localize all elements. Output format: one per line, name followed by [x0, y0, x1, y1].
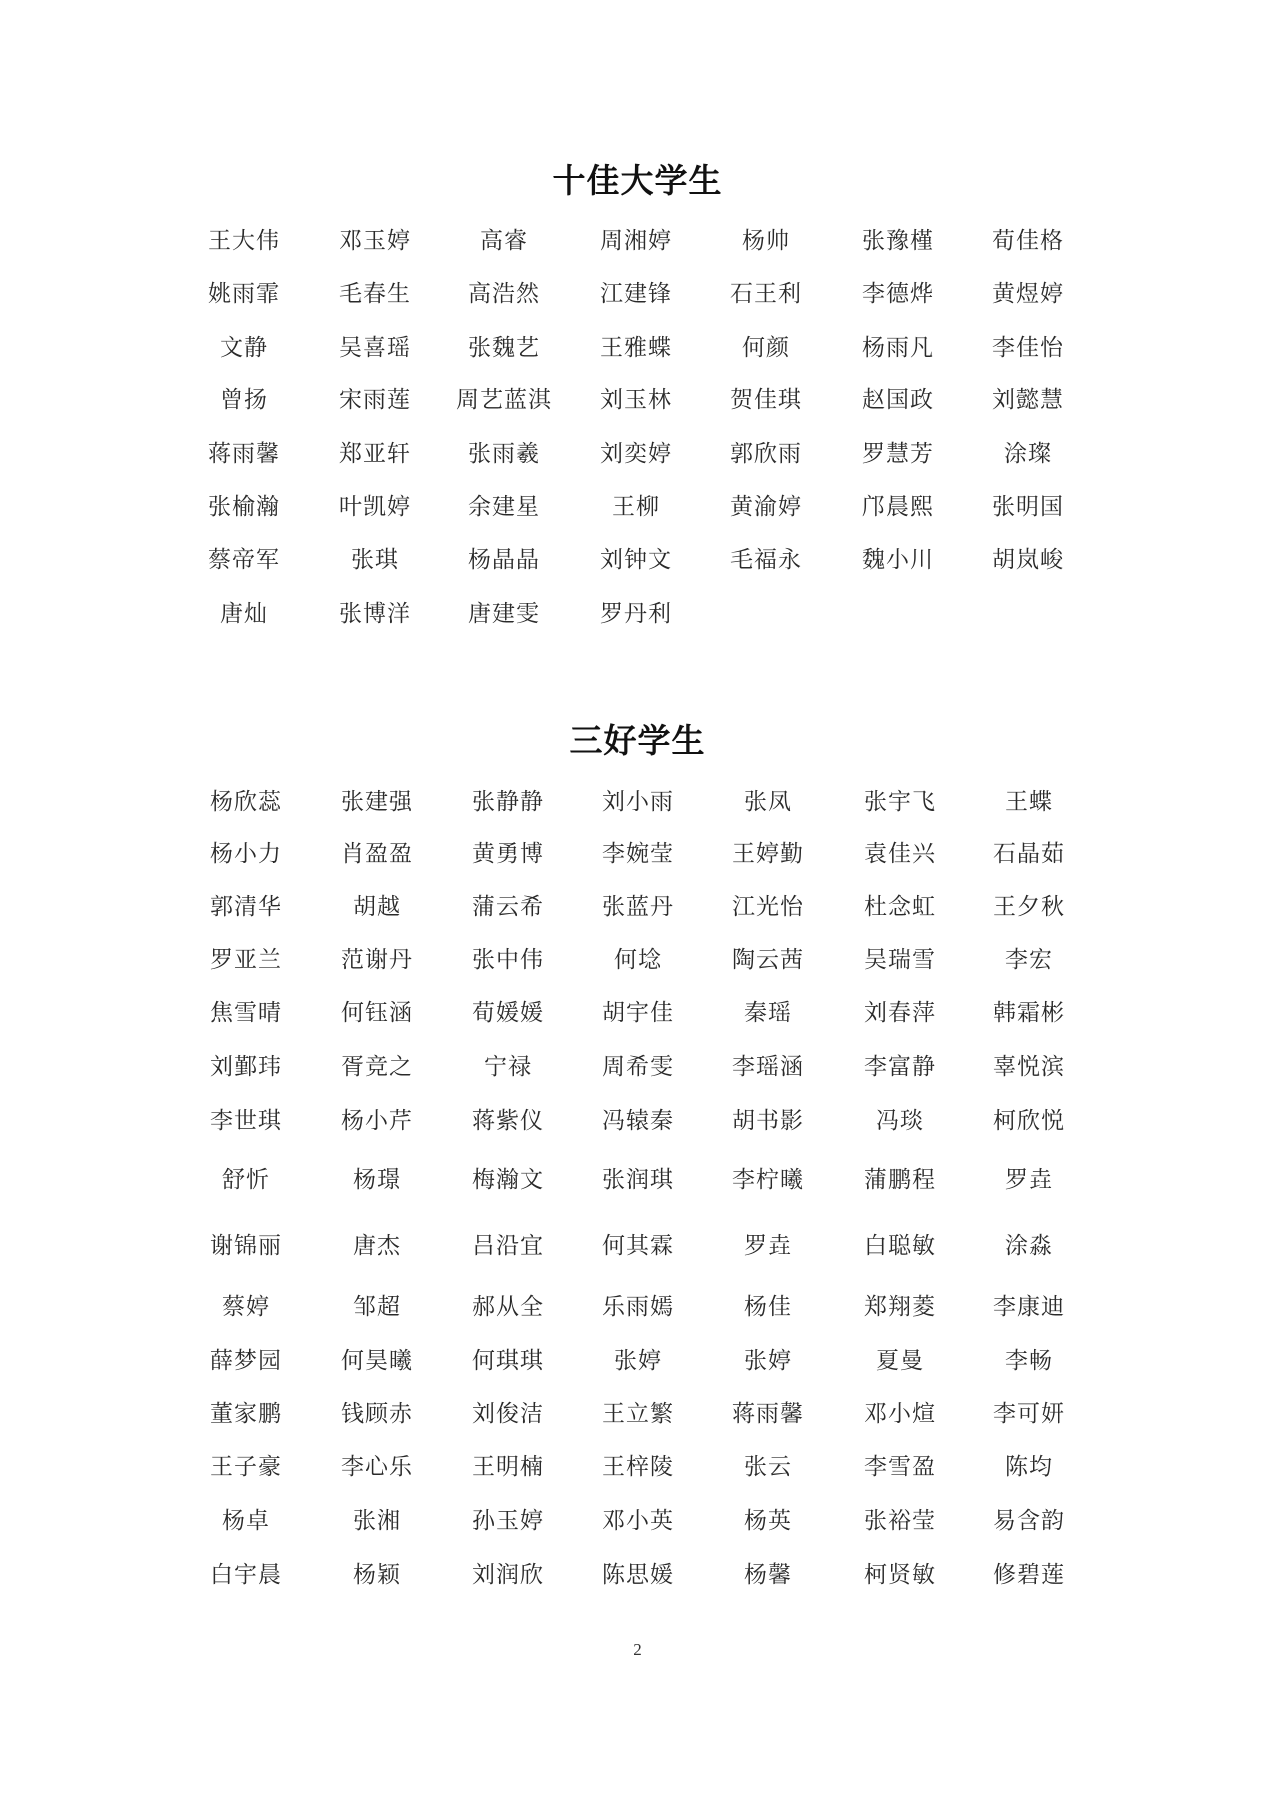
student-name: 刘小雨 [602, 789, 674, 815]
student-name: 杨馨 [744, 1562, 792, 1588]
student-name: 张雨羲 [468, 441, 540, 467]
student-name: 石晶茹 [993, 841, 1065, 867]
student-name: 唐杰 [353, 1233, 401, 1259]
student-name: 涂淼 [1005, 1233, 1053, 1259]
student-name: 杨卓 [222, 1508, 270, 1534]
name-row [0, 545, 1275, 575]
name-row [0, 1399, 1275, 1429]
student-name: 邓小英 [602, 1508, 674, 1534]
student-name: 修碧莲 [993, 1562, 1065, 1588]
student-name: 杨璟 [353, 1167, 401, 1193]
student-name: 易含韵 [993, 1508, 1065, 1534]
student-name: 张明国 [992, 494, 1064, 520]
student-name: 何埝 [614, 947, 662, 973]
student-name: 王大伟 [208, 228, 280, 254]
student-name: 张中伟 [472, 947, 544, 973]
student-name: 杨雨凡 [862, 335, 934, 361]
student-name: 邓玉婷 [339, 228, 411, 254]
student-name: 柯欣悦 [993, 1108, 1065, 1134]
student-name: 刘俊洁 [472, 1401, 544, 1427]
student-name: 王梓陵 [602, 1454, 674, 1480]
student-name: 王蝶 [1005, 789, 1053, 815]
student-name: 李富静 [864, 1054, 936, 1080]
student-name: 肖盈盈 [341, 841, 413, 867]
name-row [0, 998, 1275, 1028]
name-row [0, 1165, 1275, 1195]
student-name: 李婉莹 [602, 841, 674, 867]
student-name: 李德烨 [862, 281, 934, 307]
student-name: 李畅 [1005, 1348, 1053, 1374]
student-name: 罗亚兰 [210, 947, 282, 973]
student-name: 李康迪 [993, 1294, 1065, 1320]
name-row [0, 1506, 1275, 1536]
student-name: 蔡婷 [222, 1294, 270, 1320]
student-name: 毛福永 [730, 547, 802, 573]
student-name: 宋雨莲 [339, 387, 411, 413]
student-name: 罗垚 [744, 1233, 792, 1259]
student-name: 王立繁 [602, 1401, 674, 1427]
student-name: 王子豪 [210, 1454, 282, 1480]
student-name: 毛春生 [339, 281, 411, 307]
student-name: 胡宇佳 [602, 1000, 674, 1026]
student-name: 姚雨霏 [208, 281, 280, 307]
student-name: 李雪盈 [864, 1454, 936, 1480]
student-name: 周艺蓝淇 [456, 387, 552, 413]
student-name: 张博洋 [339, 601, 411, 627]
name-row [0, 945, 1275, 975]
name-row [0, 1106, 1275, 1136]
student-name: 陈思媛 [602, 1562, 674, 1588]
student-name: 何昊曦 [341, 1348, 413, 1374]
name-row [0, 226, 1275, 256]
student-name: 张静静 [472, 789, 544, 815]
student-name: 梅瀚文 [472, 1167, 544, 1193]
student-name: 冯辕秦 [602, 1108, 674, 1134]
student-name: 胡岚峻 [992, 547, 1064, 573]
student-name: 黄渝婷 [730, 494, 802, 520]
name-row [0, 1560, 1275, 1590]
student-name: 黄煜婷 [992, 281, 1064, 307]
student-name: 刘润欣 [472, 1562, 544, 1588]
student-name: 何其霖 [602, 1233, 674, 1259]
student-name: 张建强 [341, 789, 413, 815]
student-name: 曾扬 [220, 387, 268, 413]
student-name: 贺佳琪 [730, 387, 802, 413]
page-number: 2 [633, 1640, 642, 1659]
student-name: 唐灿 [220, 601, 268, 627]
name-row [0, 1346, 1275, 1376]
name-row [0, 839, 1275, 869]
student-name: 陈均 [1005, 1454, 1053, 1480]
student-name: 夏曼 [876, 1348, 924, 1374]
student-name: 唐建雯 [468, 601, 540, 627]
student-name: 高睿 [480, 228, 528, 254]
student-name: 蒲云希 [472, 894, 544, 920]
student-name: 邹超 [353, 1294, 401, 1320]
student-name: 白宇晨 [210, 1562, 282, 1588]
student-name: 江建锋 [600, 281, 672, 307]
name-row [0, 439, 1275, 469]
name-row [0, 279, 1275, 309]
student-name: 刘春萍 [864, 1000, 936, 1026]
student-name: 杨小力 [210, 841, 282, 867]
student-name: 董家鹏 [210, 1401, 282, 1427]
student-name: 舒忻 [222, 1167, 270, 1193]
student-name: 张宇飞 [864, 789, 936, 815]
student-name: 何颜 [742, 335, 790, 361]
student-name: 张婷 [614, 1348, 662, 1374]
student-name: 白聪敏 [864, 1233, 936, 1259]
name-row [0, 1231, 1275, 1261]
name-row [0, 385, 1275, 415]
student-name: 郭清华 [210, 894, 282, 920]
student-name: 文静 [220, 335, 268, 361]
student-name: 张凤 [744, 789, 792, 815]
student-name: 张云 [744, 1454, 792, 1480]
student-name: 王明楠 [472, 1454, 544, 1480]
student-name: 杨欣蕊 [210, 789, 282, 815]
student-name: 郝从全 [472, 1294, 544, 1320]
student-name: 胡书影 [732, 1108, 804, 1134]
student-name: 杨帅 [742, 228, 790, 254]
section-title-top-students: 十佳大学生 [552, 161, 723, 200]
student-name: 何钰涵 [341, 1000, 413, 1026]
student-name: 张琪 [351, 547, 399, 573]
student-name: 李心乐 [341, 1454, 413, 1480]
student-name: 秦瑶 [744, 1000, 792, 1026]
student-name: 李世琪 [210, 1108, 282, 1134]
student-name: 黄勇博 [472, 841, 544, 867]
student-name: 杨小芹 [341, 1108, 413, 1134]
student-name: 刘钟文 [600, 547, 672, 573]
student-name: 张婷 [744, 1348, 792, 1374]
student-name: 杨晶晶 [468, 547, 540, 573]
student-name: 杨佳 [744, 1294, 792, 1320]
student-name: 蔡帝军 [208, 547, 280, 573]
student-name: 荀佳格 [992, 228, 1064, 254]
student-name: 焦雪晴 [210, 1000, 282, 1026]
student-name: 蒋紫仪 [472, 1108, 544, 1134]
student-name: 叶凯婷 [339, 494, 411, 520]
student-name: 张榆瀚 [208, 494, 280, 520]
name-row [0, 1452, 1275, 1482]
student-name: 陶云茜 [732, 947, 804, 973]
student-name: 罗丹利 [600, 601, 672, 627]
student-name: 郑翔菱 [864, 1294, 936, 1320]
student-name: 李佳怡 [992, 335, 1064, 361]
name-row [0, 787, 1275, 817]
student-name: 郑亚轩 [339, 441, 411, 467]
name-row [0, 892, 1275, 922]
name-row [0, 1292, 1275, 1322]
student-name: 李可妍 [993, 1401, 1065, 1427]
student-name: 李柠曦 [732, 1167, 804, 1193]
student-name: 杨英 [744, 1508, 792, 1534]
student-name: 王夕秋 [993, 894, 1065, 920]
student-name: 柯贤敏 [864, 1562, 936, 1588]
section-title-merit-students: 三好学生 [569, 721, 706, 760]
student-name: 胥竞之 [341, 1054, 413, 1080]
student-name: 宁禄 [484, 1054, 532, 1080]
student-name: 罗慧芳 [862, 441, 934, 467]
student-name: 刘鄞玮 [210, 1054, 282, 1080]
student-name: 江光怡 [732, 894, 804, 920]
student-name: 张湘 [353, 1508, 401, 1534]
student-name: 辜悦滨 [993, 1054, 1065, 1080]
student-name: 张蓝丹 [602, 894, 674, 920]
student-name: 周湘婷 [600, 228, 672, 254]
student-name: 薛梦园 [210, 1348, 282, 1374]
student-name: 邓小煊 [864, 1401, 936, 1427]
student-name: 杨颖 [353, 1562, 401, 1588]
student-name: 张润琪 [602, 1167, 674, 1193]
name-row [0, 492, 1275, 522]
student-name: 蒋雨馨 [732, 1401, 804, 1427]
student-name: 张魏艺 [468, 335, 540, 361]
student-name: 张豫槿 [862, 228, 934, 254]
student-name: 胡越 [353, 894, 401, 920]
name-row [0, 599, 1275, 629]
student-name: 高浩然 [468, 281, 540, 307]
student-name: 范谢丹 [341, 947, 413, 973]
student-name: 周希雯 [602, 1054, 674, 1080]
name-row [0, 1052, 1275, 1082]
student-name: 石王利 [730, 281, 802, 307]
student-name: 荀媛媛 [472, 1000, 544, 1026]
student-name: 王柳 [612, 494, 660, 520]
student-name: 余建星 [468, 494, 540, 520]
student-name: 邝晨熙 [862, 494, 934, 520]
student-name: 乐雨嫣 [602, 1294, 674, 1320]
student-name: 李瑶涵 [732, 1054, 804, 1080]
student-name: 蒋雨馨 [208, 441, 280, 467]
student-name: 刘懿慧 [992, 387, 1064, 413]
student-name: 王婷勤 [732, 841, 804, 867]
student-name: 杜念虹 [864, 894, 936, 920]
student-name: 张裕莹 [864, 1508, 936, 1534]
student-name: 吕沿宜 [472, 1233, 544, 1259]
student-name: 涂璨 [1004, 441, 1052, 467]
student-name: 韩霜彬 [993, 1000, 1065, 1026]
name-row [0, 333, 1275, 363]
student-name: 谢锦丽 [210, 1233, 282, 1259]
student-name: 赵国政 [862, 387, 934, 413]
student-name: 李宏 [1005, 947, 1053, 973]
student-name: 罗垚 [1005, 1167, 1053, 1193]
student-name: 袁佳兴 [864, 841, 936, 867]
student-name: 钱顾赤 [341, 1401, 413, 1427]
student-name: 吴喜瑶 [339, 335, 411, 361]
student-name: 刘玉林 [600, 387, 672, 413]
student-name: 冯琰 [876, 1108, 924, 1134]
student-name: 刘奕婷 [600, 441, 672, 467]
student-name: 孙玉婷 [472, 1508, 544, 1534]
student-name: 王雅蝶 [600, 335, 672, 361]
student-name: 魏小川 [862, 547, 934, 573]
student-name: 郭欣雨 [730, 441, 802, 467]
student-name: 吴瑞雪 [864, 947, 936, 973]
student-name: 蒲鹏程 [864, 1167, 936, 1193]
student-name: 何琪琪 [472, 1348, 544, 1374]
